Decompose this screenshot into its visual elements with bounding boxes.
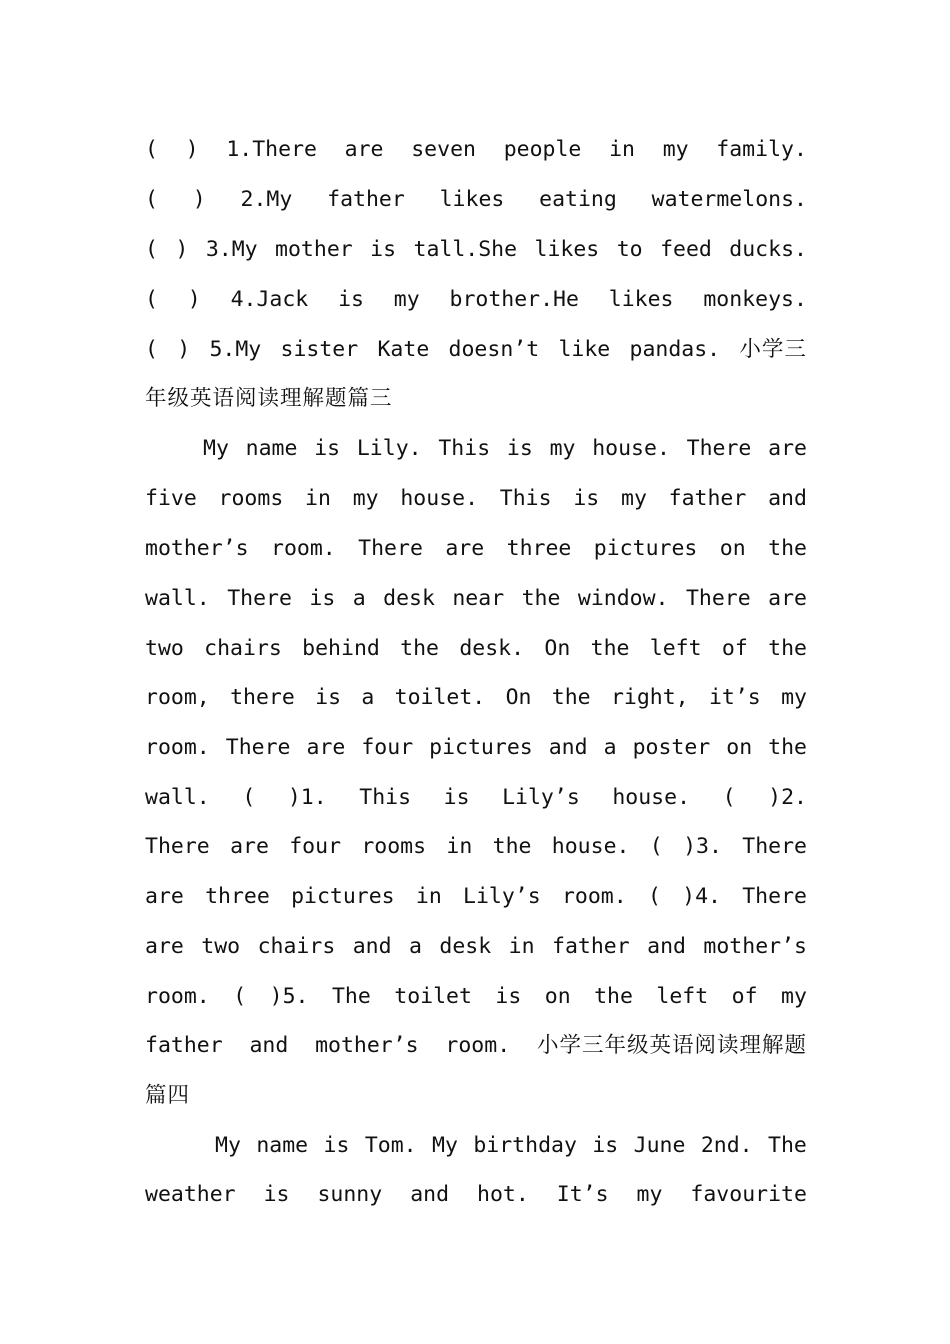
word: desk	[383, 586, 435, 611]
word: Kate	[377, 337, 430, 362]
word: monkeys.	[703, 287, 807, 312]
text-line	[145, 673, 807, 723]
word: desk.	[459, 636, 525, 661]
word: (	[722, 785, 736, 810]
word: brother.He	[449, 287, 579, 312]
word: 小学三年级英语阅读理解题	[536, 1033, 807, 1058]
word: (	[145, 337, 158, 362]
word: 年级英语阅读理解题篇三	[145, 386, 393, 411]
word: My	[203, 436, 229, 461]
text-line	[203, 424, 807, 474]
word: family.	[716, 137, 807, 162]
text-line	[145, 574, 807, 624]
word: likes	[439, 187, 505, 212]
word: pictures	[593, 536, 698, 561]
word: are	[230, 834, 269, 859]
word: room.	[271, 536, 336, 561]
word: house.	[551, 834, 630, 859]
word: there	[230, 685, 295, 710]
text-line	[145, 872, 807, 922]
word: is	[495, 984, 522, 1009]
word: the	[551, 685, 591, 710]
word: 4.Jack	[230, 287, 309, 312]
text-line	[145, 374, 807, 424]
word: is	[323, 1133, 350, 1158]
word: (	[145, 187, 158, 212]
word: room.	[561, 884, 627, 909]
word: left	[656, 984, 709, 1009]
word: is	[592, 1133, 619, 1158]
word: 5.My	[209, 337, 262, 362]
word: the	[590, 636, 630, 661]
text-line	[145, 1071, 807, 1121]
word: like	[558, 337, 611, 362]
text-line	[145, 275, 807, 325]
text-line	[145, 225, 807, 275]
text-line	[215, 1121, 807, 1171]
word: are	[768, 436, 807, 461]
word: left	[649, 636, 702, 661]
word: four	[361, 735, 414, 760]
word: (	[145, 287, 158, 312]
word: There	[227, 586, 292, 611]
word: is	[573, 486, 600, 511]
word: right,	[610, 685, 689, 710]
text-line	[145, 325, 807, 375]
word: and	[768, 486, 807, 511]
word: )	[192, 187, 206, 212]
word: The	[331, 984, 371, 1009]
word: )	[177, 337, 191, 362]
word: to	[616, 237, 643, 262]
word: mother’s	[145, 536, 249, 561]
word: in	[305, 486, 331, 511]
word: Tom.	[364, 1133, 417, 1158]
word: ducks.	[729, 237, 807, 262]
word: Lily’s	[502, 785, 580, 810]
text-line	[145, 1170, 807, 1220]
word: house.	[592, 436, 670, 461]
word: mother’s	[703, 934, 807, 959]
word: Lily’s	[463, 884, 541, 909]
word: my	[549, 436, 576, 461]
text-line	[145, 773, 807, 823]
word: two	[201, 934, 241, 959]
word: and	[410, 1182, 450, 1207]
word: pandas.	[629, 337, 721, 362]
word: is	[338, 287, 364, 312]
word: My	[215, 1133, 241, 1158]
word: on	[544, 984, 571, 1009]
word: On	[505, 685, 532, 710]
text-line	[145, 524, 807, 574]
word: in	[446, 834, 473, 859]
word: father	[668, 486, 747, 511]
word: )4.	[682, 884, 721, 909]
word: are	[145, 884, 184, 909]
word: (	[233, 984, 247, 1009]
word: my	[781, 685, 807, 710]
word: three	[205, 884, 270, 909]
word: of	[731, 984, 758, 1009]
word: birthday	[473, 1133, 577, 1158]
word: chairs	[204, 636, 282, 661]
word: seven	[411, 137, 476, 162]
word: is	[309, 586, 336, 611]
word: )	[175, 237, 189, 262]
word: wall.	[145, 785, 210, 810]
word: my	[662, 137, 689, 162]
word: )	[185, 137, 199, 162]
word: room.	[145, 984, 210, 1009]
text-line	[145, 125, 807, 175]
word: house.	[612, 785, 691, 810]
word: There	[358, 536, 423, 561]
word: 篇四	[145, 1083, 191, 1108]
word: (	[647, 884, 661, 909]
word: is	[263, 1182, 290, 1207]
word: the	[400, 636, 440, 661]
word: a	[352, 586, 366, 611]
word: It’s	[556, 1182, 609, 1207]
word: and	[249, 1033, 289, 1058]
word: on	[726, 735, 753, 760]
word: and	[352, 934, 392, 959]
word: There	[686, 436, 752, 461]
word: toilet	[394, 984, 472, 1009]
word: My	[432, 1133, 458, 1158]
text-line	[145, 922, 807, 972]
word: There	[742, 834, 807, 859]
word: The	[768, 1133, 807, 1158]
word: room.	[445, 1033, 511, 1058]
word: it’s	[708, 685, 761, 710]
word: )2.	[768, 785, 807, 810]
word: are	[445, 536, 485, 561]
word: and	[548, 735, 588, 760]
word: watermelons.	[651, 187, 807, 212]
word: June	[633, 1133, 686, 1158]
text-line	[145, 723, 807, 773]
word: poster	[632, 735, 711, 760]
word: pictures	[291, 884, 395, 909]
word: my	[393, 287, 420, 312]
word: my	[636, 1182, 663, 1207]
word: favourite	[690, 1182, 807, 1207]
word: my	[352, 486, 379, 511]
word: the	[768, 735, 807, 760]
word: )5.	[269, 984, 309, 1009]
word: wall.	[145, 586, 210, 611]
word: There	[685, 586, 751, 611]
word: )	[187, 287, 201, 312]
word: the	[768, 536, 807, 561]
word: two	[145, 636, 184, 661]
word: desk	[439, 934, 492, 959]
word: near	[452, 586, 505, 611]
word: are	[768, 586, 807, 611]
word: on	[719, 536, 746, 561]
word: of	[721, 636, 748, 661]
word: a	[409, 934, 422, 959]
word: rooms	[218, 486, 284, 511]
word: (	[145, 137, 158, 162]
word: name	[245, 436, 298, 461]
word: in	[415, 884, 442, 909]
word: There	[145, 834, 210, 859]
word: tall.She	[413, 237, 518, 262]
word: the	[492, 834, 532, 859]
text-line	[145, 175, 807, 225]
word: This	[359, 785, 412, 810]
word: the	[521, 586, 561, 611]
word: room.	[145, 735, 210, 760]
word: and	[647, 934, 686, 959]
word: This	[438, 436, 491, 461]
word: 小学三	[739, 337, 807, 362]
word: in	[508, 934, 535, 959]
word: father	[327, 187, 405, 212]
word: 3.My	[205, 237, 258, 262]
word: are	[344, 137, 384, 162]
word: a	[361, 685, 375, 710]
text-line	[145, 972, 807, 1022]
word: five	[145, 486, 197, 511]
word: sister	[280, 337, 359, 362]
word: On	[544, 636, 571, 661]
word: four	[289, 834, 342, 859]
word: (	[649, 834, 663, 859]
word: my	[781, 984, 807, 1009]
word: toilet.	[394, 685, 486, 710]
word: is	[443, 785, 470, 810]
word: (	[145, 237, 158, 262]
word: a	[603, 735, 617, 760]
word: the	[594, 984, 633, 1009]
word: 2nd.	[700, 1133, 753, 1158]
word: father	[552, 934, 630, 959]
word: )3.	[683, 834, 722, 859]
word: mother’s	[315, 1033, 419, 1058]
word: house.	[400, 486, 479, 511]
word: 2.My	[240, 187, 293, 212]
word: Lily.	[356, 436, 422, 461]
word: are	[145, 934, 184, 959]
text-line	[145, 624, 807, 674]
word: (	[242, 785, 256, 810]
text-line	[145, 474, 807, 524]
word: likes	[534, 237, 600, 262]
word: pictures	[429, 735, 533, 760]
word: doesn’t	[448, 337, 540, 362]
word: behind	[302, 636, 380, 661]
word: is	[314, 436, 341, 461]
word: There	[225, 735, 291, 760]
word: father	[145, 1033, 223, 1058]
word: my	[621, 486, 647, 511]
word: three	[506, 536, 572, 561]
word: is	[370, 237, 397, 262]
word: This	[499, 486, 552, 511]
word: window.	[577, 586, 669, 611]
word: )1.	[287, 785, 327, 810]
text-line	[145, 1021, 807, 1071]
word: name	[256, 1133, 309, 1158]
word: eating	[539, 187, 617, 212]
word: chairs	[257, 934, 336, 959]
word: mother	[275, 237, 353, 262]
word: people	[503, 137, 582, 162]
word: the	[768, 636, 807, 661]
word: rooms	[361, 834, 427, 859]
word: weather	[145, 1182, 236, 1207]
word: is	[506, 436, 533, 461]
word: 1.There	[226, 137, 317, 162]
text-line	[145, 822, 807, 872]
word: likes	[608, 287, 674, 312]
word: room,	[145, 685, 210, 710]
word: feed	[660, 237, 712, 262]
word: hot.	[477, 1182, 529, 1207]
word: sunny	[317, 1182, 383, 1207]
word: There	[742, 884, 807, 909]
word: in	[609, 137, 635, 162]
word: are	[306, 735, 346, 760]
word: is	[315, 685, 342, 710]
